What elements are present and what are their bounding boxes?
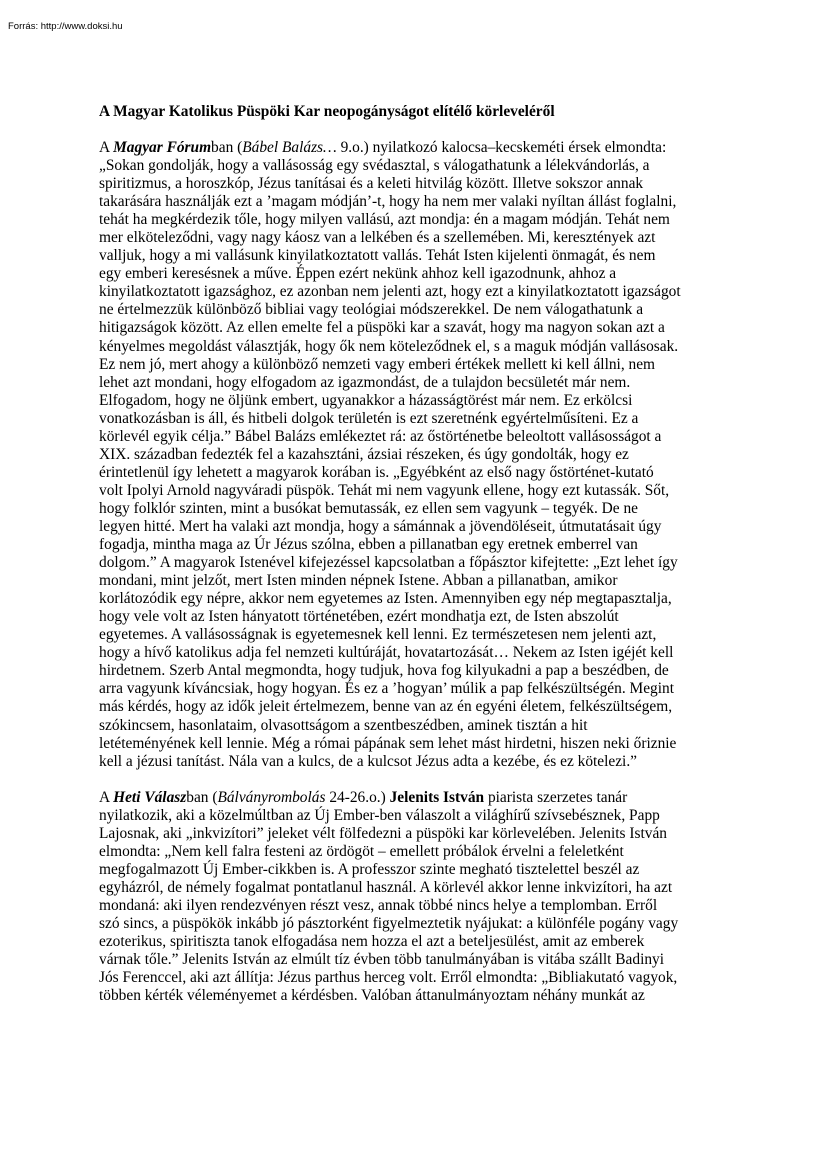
text-line: körlevél egyik célja.” Bábel Balázs emlékeztet rá: az őstörténetbe beleoltott vallásosságot a <box>99 427 662 445</box>
text-line: szókincsem, hasonlataim, olvasottságom a szentbeszédben, aminek tisztán a hit <box>99 716 588 734</box>
text-line: valljuk, hogy a mi vallásunk kinyilatkoztatott vallás. Tehát Isten kijelenti önmagát, és nem <box>99 247 656 265</box>
text-line: dolgom.” A magyarok Istenével kifejezéssel kapcsolatban a főpásztor kifejtette: „Ezt lehet így <box>99 554 678 572</box>
text-line: hitigazságok között. Az ellen emelte fel a püspöki kar a szavát, hogy ma nagyon sokan azt a <box>99 319 665 337</box>
text-line: egyetemes. A vallásosságnak is egyetemesnek kell lenni. Ez természetesen nem jelenti azt, <box>99 626 657 644</box>
article-title-balvanyrombolas: Bálványrombolás <box>217 788 326 806</box>
text-line: takarására használják ezt a ’magam módján’-t, hogy ha nem mer valaki nyíltan állást foglalni, <box>99 193 677 211</box>
magazine-title-magyar-forum: Magyar Fórum <box>113 139 212 156</box>
text-line: arra vagyunk kíváncsiak, hogy hogyan. És ez a ’hogyan’ múlik a pap felkészültségén. Megint <box>99 680 674 698</box>
text-line: hogy vele volt az Isten hányatott történetében, ezért mondhatja ezt, de Isten abszolút <box>99 608 619 626</box>
source-note: Forrás: http://www.doksi.hu <box>8 21 123 32</box>
text-line: XIX. században fedezték fel a kazahsztáni, ázsiai részeken, és úgy gondolták, hogy ez <box>99 445 629 463</box>
text-line: ne értelmezzük különböző bibliai vagy teológiai módszerekkel. De nem válogathatunk a <box>99 301 644 319</box>
text-run: ban ( <box>211 139 243 156</box>
text-line: tehát ha megkérdezik tőle, hogy milyen vallású, azt mondja: én a magam módján. Tehát nem <box>99 211 670 229</box>
article-title-babel-balazs: Bábel Balázs… <box>242 139 337 156</box>
text-line: hogy folklór szinten, mint a busókat bemutassák, ez ellen sem vagyunk – tegyék. De ne <box>99 499 638 517</box>
text-line: fogadja, mintha maga az Úr Jézus szólna, ebben a pillanatban egy eretnek emberrel van <box>99 536 638 554</box>
text-line: vonatkozásban is áll, és hitbeli dolgok területén is ezt szeretnénk egyértelműsíteni. Ez a <box>99 409 639 427</box>
paragraph-magyar-forum <box>99 139 732 771</box>
text-line: más kérdés, hogy az idők jeleit értelmezem, benne van az én egyéni életem, felkészültségem, <box>99 698 673 716</box>
text-line: kinyilatkoztatott igazsághoz, ez azonban nem jelenti azt, hogy ezt a kinyilatkoztatott igazságot <box>99 283 681 301</box>
text-line: elmondta: „Nem kell falra festeni az ördögöt – emellett próbálok érvelni a feleletként <box>99 842 624 860</box>
text-line: érintetlenül így lehetett a magyarok korában is. „Egyébként az első nagy őstörténet-kutató <box>99 463 654 481</box>
text-line: egyházról, de némely fogalmat pontatlanul használ. A körlevél akkor lenne inkvizítori, ha azt <box>99 878 673 896</box>
text-line: letéteményének kell lennie. Még a római pápának sem lehet mást hirdetni, hiszen neki őriznie <box>99 734 677 752</box>
text-line: spiritizmus, a horoszkóp, Jézus tanításai és a keleti hitvilág között. Illetve sokszor annak <box>99 175 644 193</box>
text-line: Elfogadom, hogy ne öljünk embert, ugyanakkor a házasságtörést már nem. Ez erkölcsi <box>99 391 633 409</box>
text-line: egy emberi keresésnek a műve. Éppen ezért nekünk ahhoz kell igazodnunk, ahhoz a <box>99 265 617 283</box>
text-line: Lajosnak, aki „inkvizítori” jeleket vélt fölfedezni a püspöki kar körlevelében. Jelenits István <box>99 824 667 842</box>
text-run: piarista szerzetes tanár <box>484 788 628 806</box>
text-line: szó sincs, a püspökök inkább jó pásztorként figyelmeztetik nyájukat: a különféle pogány vagy <box>99 914 679 932</box>
text-line: Jós Ferenccel, aki azt állítja: Jézus parthus herceg volt. Erről elmondta: „Bibliakutató vagyok, <box>99 969 678 987</box>
text-run: ban ( <box>186 788 218 806</box>
person-name-jelenits-istvan: Jelenits István <box>389 788 485 806</box>
text-run: 24-26.o.) <box>325 788 390 806</box>
text-line: várnak tőle.” Jelenits István az elmúlt tíz évben több tanulmányában is vitába szállt Badinyi <box>99 951 665 969</box>
text-line: „Sokan gondolják, hogy a vallásosság egy svédasztal, s válogathatunk a lélekvándorlás, a <box>99 157 650 175</box>
text-line: legyen hitté. Mert ha valaki azt mondja, hogy a sámánnak a jövendöléseit, útmutatásait úgy <box>99 517 662 535</box>
text-line: mer elköteleződni, vagy nagy káosz van a lelkében és a szellemében. Mi, keresztények azt <box>99 229 656 247</box>
paragraph-heti-valasz <box>99 789 732 1006</box>
text-run: A <box>99 139 114 156</box>
text-line: ezoterikus, spiritiszta tanok elfogadása nem hozza el azt a beteljesülést, amit az emberek <box>99 933 645 951</box>
text-line: megfogalmazott Új Ember-cikkben is. A professzor szinte megható tisztelettel beszél az <box>99 860 640 878</box>
text-line: Ez nem jó, mert ahogy a különböző nemzeti vagy emberi értékek mellett ki kell állni, nem <box>99 355 656 373</box>
text-line: hirdetnem. Szerb Antal megmondta, hogy tudjuk, hova fog kilyukadni a pap a beszédben, de <box>99 662 669 680</box>
text-line: volt Ipolyi Arnold nagyváradi püspök. Tehát mi nem vagyunk ellene, hogy ezt kutassák. Sőt, <box>99 481 670 499</box>
text-run: A <box>99 788 114 806</box>
magazine-title-heti-valasz: Heti Válasz <box>113 788 187 806</box>
text-line: korlátozódik egy népre, akkor nem egyetemes az Isten. Amennyiben egy nép megtapasztalja, <box>99 590 672 608</box>
document-page <box>99 103 732 1005</box>
text-line: mondaná: aki ilyen rendezvényen részt vesz, annak többé nincs helye a templomban. Erről <box>99 896 658 914</box>
text-line: hogy a hívő katolikus adja fel nemzeti kultúráját, hovatartozását… Nekem az Isten igéjét kell <box>99 644 674 662</box>
text-run: 9.o.) nyilatkozó kalocsa–kecskeméti érsek elmondta: <box>336 139 667 156</box>
text-line: nyilatkozik, aki a közelmúltban az Új Ember-ben válaszolt a világhírű szívsebésznek, Papp <box>99 806 660 824</box>
text-line: kell a jézusi tanítást. Nála van a kulcs, de a kulcsot Jézus adta a kezébe, és ez kötelezi.” <box>99 752 638 770</box>
text-line: lehet azt mondani, hogy elfogadom az igazmondást, de a tulajdon becsületét már nem. <box>99 373 631 391</box>
paragraph-first-line <box>99 139 732 157</box>
text-line: mondani, mint jelzőt, mert Isten minden népnek Istene. Abban a pillanatban, amikor <box>99 572 618 590</box>
text-line: kényelmes megoldást választják, hogy ők nem köteleződnek el, s a maguk módján vallásosak. <box>99 337 679 355</box>
text-line: többen kérték véleményemet a kérdésben. Valóban áttanulmányoztam néhány munkát az <box>99 987 645 1005</box>
paragraph-first-line <box>99 789 732 807</box>
document-title: A Magyar Katolikus Püspöki Kar neopogányságot elítélő körleveléről <box>99 103 555 120</box>
